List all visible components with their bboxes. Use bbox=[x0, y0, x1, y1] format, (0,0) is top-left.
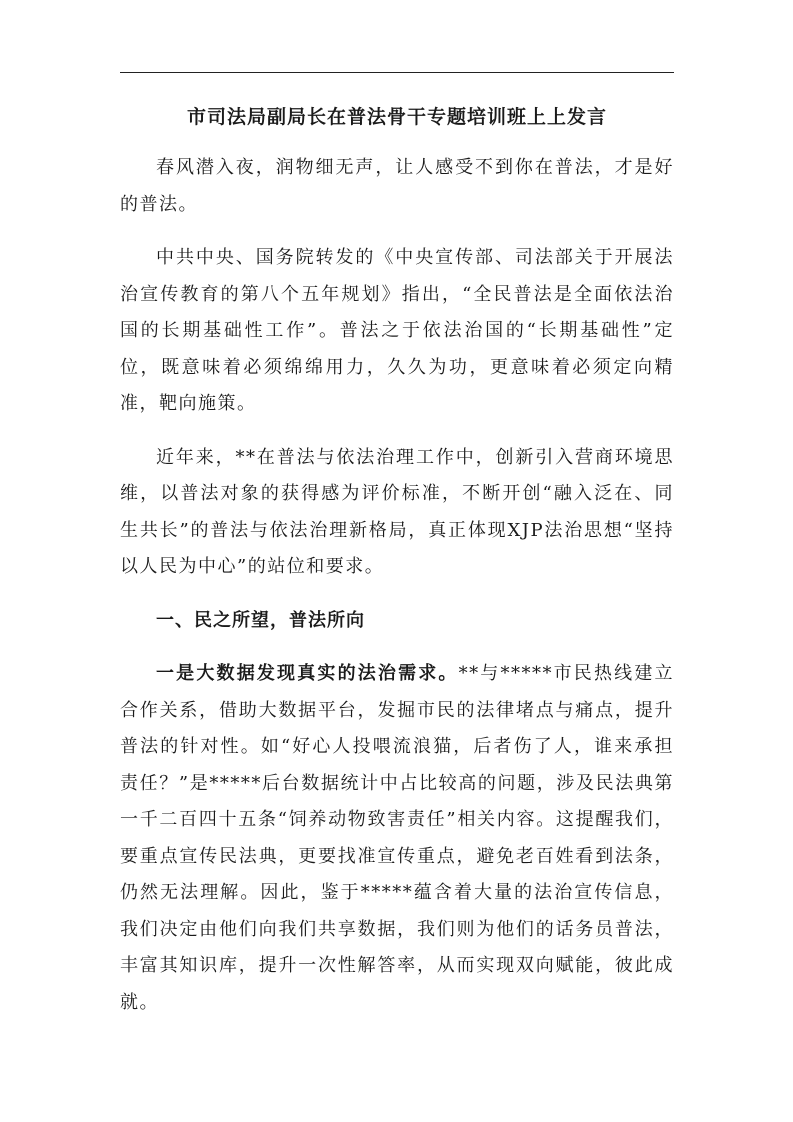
paragraph-lead: 一是大数据发现真实的法治需求。 bbox=[156, 663, 459, 684]
paragraph-body: **与*****市民热线建立合作关系，借助大数据平台，发掘市民的法律堵点与痛点，提升普法的针对性。如“好心人投喂流浪猫，后者伤了人，谁来承担责任？”是*****后台数据统计中占比较高的问题，涉及民法典第一千二百四十五条“饲养动物致害责任”相关内容。这提醒我们，要重点宣传民法典，更要找准宣传重点，避免老百姓看到法条，仍然无法理解。因此，鉴于*****蕴含着大量的法治宣传信息，我们决定由他们向我们共享数据，我们则为他们的话务员普法，丰富其知识库，提升一次性解答率，从而实现双向赋能，彼此成就。 bbox=[120, 663, 675, 1013]
section-heading: 一、民之所望，普法所向 bbox=[156, 609, 365, 631]
document-title: 市司法局副局长在普法骨干专题培训班上上发言 bbox=[186, 106, 607, 128]
paragraph-policy: 中共中央、国务院转发的《中央宣传部、司法部关于开展法治宣传教育的第八个五年规划》指出，“全民普法是全面依法治国的长期基础性工作”。普法之于依法治国的“长期基础性”定位，既意味着必须绵绵用力，久久为功，更意味着必须定向精准，靶向施策。 bbox=[120, 247, 674, 414]
header-rule bbox=[120, 72, 674, 73]
paragraph-big-data bbox=[120, 656, 674, 1021]
paragraph-intro: 春风潜入夜，润物细无声，让人感受不到你在普法，才是好的普法。 bbox=[120, 157, 674, 215]
paragraph-recent-work: 近年来，**在普法与依法治理工作中，创新引入营商环境思维，以普法对象的获得感为评价标准，不断开创“融入泛在、同生共长”的普法与依法治理新格局，真正体现XJP法治思想“坚持以人民为中心”的站位和要求。 bbox=[120, 446, 674, 577]
document-body bbox=[120, 100, 674, 1038]
